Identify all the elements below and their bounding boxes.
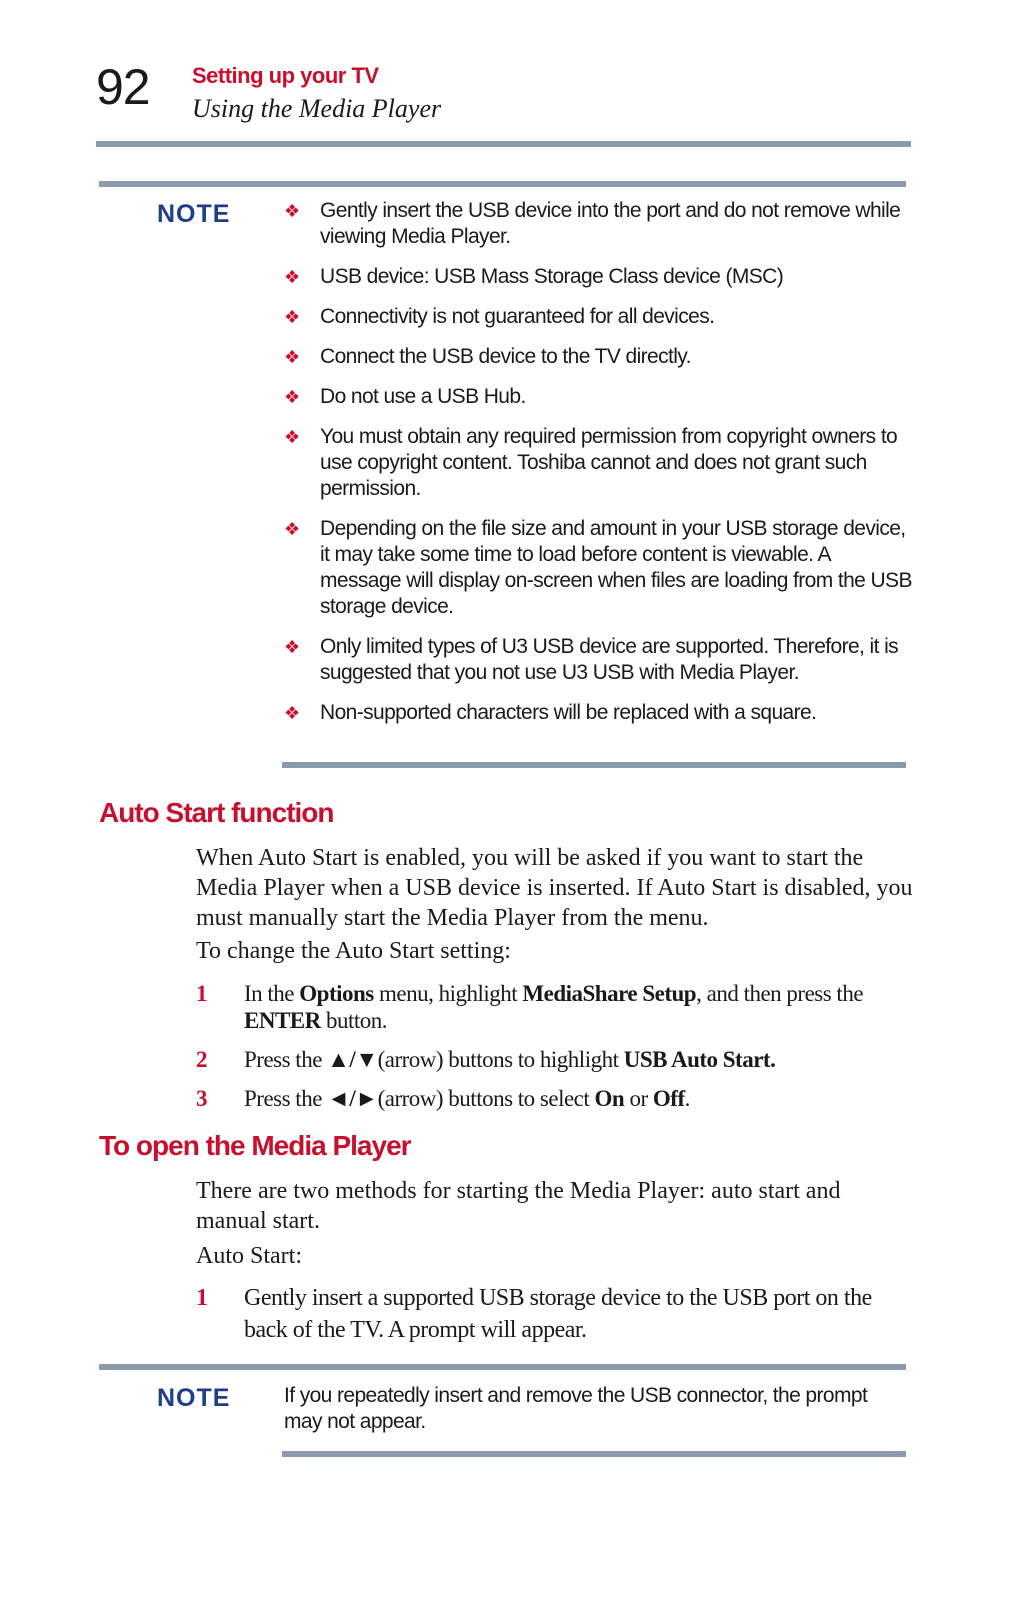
left-right-arrow-icon: ◄/► (327, 1086, 378, 1111)
list-item: ❖ Do not use a USB Hub. (284, 385, 526, 408)
auto-start-steps (196, 980, 916, 1112)
step-number: 3 (196, 1086, 207, 1111)
note-top-rule (99, 181, 906, 187)
page-number: 92 (96, 59, 150, 115)
step-item: 3 Press the ◄/►(arrow) buttons to select On or Off. (196, 1086, 690, 1111)
chapter-title: Setting up your TV (192, 63, 379, 88)
open-player-steps (196, 1282, 916, 1346)
section-title: Using the Media Player (192, 94, 442, 123)
list-item: ❖ Only limited types of U3 USB device are supported. Therefore, it is suggested that you not use U3 USB with Media Player. (284, 635, 899, 684)
open-player-lead: Auto Start: (196, 1243, 302, 1269)
diamond-bullet-icon: ❖ (284, 201, 300, 221)
note-label: NOTE (157, 200, 231, 228)
note-label: NOTE (157, 1384, 231, 1412)
diamond-bullet-icon: ❖ (284, 347, 300, 367)
up-down-arrow-icon: ▲/▼ (327, 1047, 378, 1072)
auto-start-lead: To change the Auto Start setting: (196, 938, 511, 964)
list-item: ❖ USB device: USB Mass Storage Class device (MSC) (284, 265, 784, 288)
diamond-bullet-icon: ❖ (284, 427, 300, 447)
list-item: ❖ Connectivity is not guaranteed for all devices. (284, 305, 715, 328)
step-number: 2 (196, 1047, 207, 1072)
header-rule (96, 141, 911, 147)
auto-start-heading: Auto Start function (99, 797, 334, 828)
list-item: ❖ Non-supported characters will be replaced with a square. (284, 701, 817, 724)
list-item: ❖ You must obtain any required permission from copyright owners to use copyright content. Toshiba cannot and does not grant such permission. (284, 425, 898, 500)
diamond-bullet-icon: ❖ (284, 519, 300, 539)
diamond-bullet-icon: ❖ (284, 387, 300, 407)
auto-start-intro: When Auto Start is enabled, you will be asked if you want to start the Media Player when a USB device is inserted. If Auto Start is disabled, you must manually start the Media Player from the menu. (196, 845, 913, 931)
list-item: ❖ Depending on the file size and amount in your USB storage device, it may take some time to load before content is viewable. A message will display on-screen when files are loading from the USB storage device. (284, 517, 912, 618)
step-item: 1 In the Options menu, highlight MediaShare Setup, and then press the ENTER button. (196, 981, 864, 1033)
diamond-bullet-icon: ❖ (284, 637, 300, 657)
diamond-bullet-icon: ❖ (284, 307, 300, 327)
list-item: ❖ Connect the USB device to the TV directly. (284, 345, 691, 368)
note-bottom-rule (282, 1451, 906, 1457)
step-item: 2 Press the ▲/▼(arrow) buttons to highlight USB Auto Start. (196, 1047, 776, 1072)
open-player-heading: To open the Media Player (99, 1130, 411, 1161)
note-text: If you repeatedly insert and remove the USB connector, the prompt may not appear. (284, 1384, 868, 1433)
step-number: 1 (196, 1285, 208, 1311)
note-list (284, 198, 914, 740)
note-top-rule (99, 1364, 906, 1370)
diamond-bullet-icon: ❖ (284, 703, 300, 723)
diamond-bullet-icon: ❖ (284, 267, 300, 287)
step-number: 1 (196, 981, 207, 1006)
step-item: 1 Gently insert a supported USB storage device to the USB port on the back of the TV. A prompt will appear. (196, 1282, 916, 1346)
open-player-intro: There are two methods for starting the Media Player: auto start and manual start. (196, 1178, 841, 1234)
list-item: ❖ Gently insert the USB device into the port and do not remove while viewing Media Player. (284, 199, 901, 248)
note-bottom-rule (282, 762, 906, 768)
